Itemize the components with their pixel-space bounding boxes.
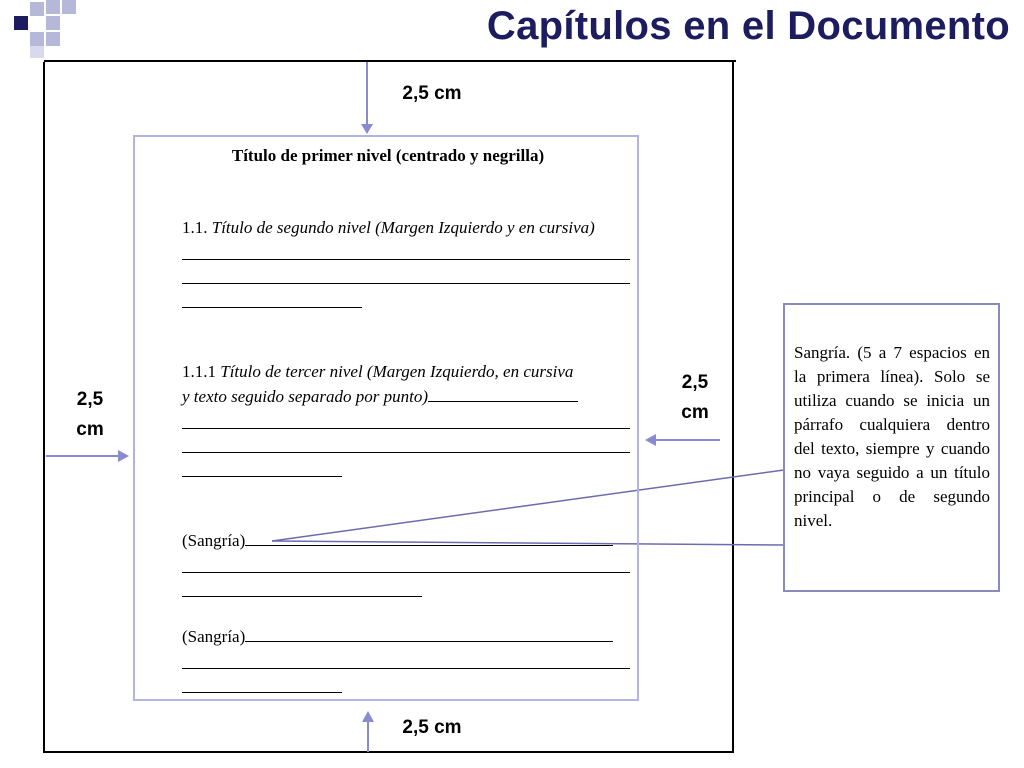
placeholder-line bbox=[182, 409, 630, 433]
placeholder-line bbox=[245, 624, 613, 642]
left-margin-unit: cm bbox=[76, 419, 104, 440]
left-margin-label bbox=[68, 385, 112, 445]
placeholder-line bbox=[428, 384, 578, 402]
right-margin-unit: cm bbox=[681, 402, 709, 423]
slide-title: Capítulos en el Documento bbox=[486, 4, 1010, 48]
indent-label: (Sangría) bbox=[182, 627, 246, 646]
top-margin-label: 2,5 cm bbox=[402, 83, 462, 104]
indented-paragraph bbox=[182, 528, 630, 601]
placeholder-line bbox=[182, 649, 630, 673]
placeholder-line bbox=[182, 288, 630, 312]
right-margin-value: 2,5 bbox=[681, 372, 709, 393]
placeholder-line bbox=[182, 240, 630, 264]
placeholder-line bbox=[182, 673, 630, 697]
indent-line bbox=[182, 624, 630, 649]
indent-line bbox=[182, 528, 630, 553]
placeholder-line bbox=[182, 433, 630, 457]
note-text: Sangría. (5 a 7 espacios en la primera línea). Solo se utiliza cuando se inicia un párrafo cualquiera dentro del texto, siempre y cuando no vaya seguido a un título principal o de segundo nivel. bbox=[794, 343, 990, 530]
bottom-margin-label: 2,5 cm bbox=[402, 717, 462, 738]
left-margin-value: 2,5 bbox=[76, 389, 104, 410]
right-margin-label bbox=[673, 368, 717, 428]
placeholder-line bbox=[245, 528, 613, 546]
placeholder-line bbox=[182, 553, 630, 577]
heading-level-3-block bbox=[182, 360, 630, 481]
heading-level-2-number: 1.1. bbox=[182, 218, 208, 237]
placeholder-line bbox=[182, 577, 630, 601]
indented-paragraph bbox=[182, 624, 630, 697]
placeholder-line bbox=[182, 264, 630, 288]
placeholder-line bbox=[182, 457, 630, 481]
heading-level-3-text: Título de tercer nivel (Margen Izquierdo, en cursiva y texto seguido separado por punto) bbox=[182, 362, 574, 406]
heading-level-3-number: 1.1.1 bbox=[182, 362, 216, 381]
indent-label: (Sangría) bbox=[182, 531, 246, 550]
heading-level-2-text: Título de segundo nivel (Margen Izquierdo y en cursiva) bbox=[211, 218, 595, 237]
heading-level-2-block bbox=[182, 216, 630, 312]
heading-level-2 bbox=[182, 216, 630, 240]
heading-level-3 bbox=[182, 360, 582, 409]
heading-level-1: Título de primer nivel (centrado y negrilla) bbox=[231, 146, 545, 165]
